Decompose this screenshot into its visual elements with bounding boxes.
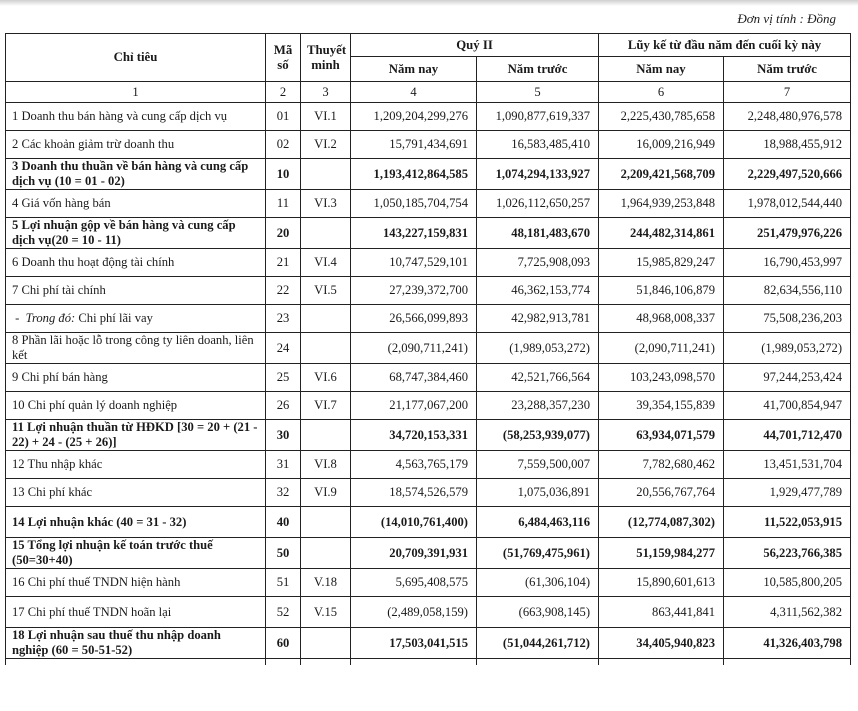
table-row [6,420,851,451]
row-ytd-this-year: 15,985,829,247 [599,249,724,277]
table-row [6,190,851,218]
row-code: 24 [266,333,301,364]
unit-label: Đơn vị tính : Đồng [737,11,836,26]
row-ytd-last-year: (1,989,053,272) [724,333,851,364]
row-ytd-this-year: 103,243,098,570 [599,364,724,392]
row-code: 50 [266,538,301,569]
header-code: Mã số [266,34,301,82]
row-note [301,628,351,659]
row-quarter-last-year: 16,583,485,410 [477,131,599,159]
row-indicator: 8 Phần lãi hoặc lỗ trong công ty liên doanh, liên kết [6,333,266,364]
row-code: 26 [266,392,301,420]
row-ytd-this-year: (2,090,711,241) [599,333,724,364]
row-quarter-last-year: 1,090,877,619,337 [477,103,599,131]
row-indicator: 14 Lợi nhuận khác (40 = 31 - 32) [6,507,266,538]
row-code: 31 [266,451,301,479]
row-quarter-last-year: 42,982,913,781 [477,305,599,333]
row-quarter-this-year: 1,193,412,864,585 [351,159,477,190]
row-quarter-last-year: 1,075,036,891 [477,479,599,507]
header-ytd-group: Lũy kế từ đầu năm đến cuối kỳ này [599,34,851,57]
row-note [301,420,351,451]
table-row [6,507,851,538]
row-note: VI.4 [301,249,351,277]
row-quarter-last-year: (58,253,939,077) [477,420,599,451]
row-ytd-last-year: 16,790,453,997 [724,249,851,277]
row-ytd-this-year: 16,009,216,949 [599,131,724,159]
table-row-cutoff [6,659,851,666]
header-ytd-last-year: Năm trước [724,57,851,82]
table-row [6,159,851,190]
row-ytd-last-year: 13,451,531,704 [724,451,851,479]
column-number-row [6,82,851,103]
row-indicator: 11 Lợi nhuận thuần từ HĐKD [30 = 20 + (21 - 22) + 24 - (25 + 26)] [6,420,266,451]
row-indicator: 7 Chi phí tài chính [6,277,266,305]
cutoff-cell [477,659,599,666]
row-ytd-this-year: 48,968,008,337 [599,305,724,333]
row-quarter-this-year: 18,574,526,579 [351,479,477,507]
row-indicator: 1 Doanh thu bán hàng và cung cấp dịch vụ [6,103,266,131]
row-quarter-this-year: 5,695,408,575 [351,569,477,597]
row-indicator-prefix: - [12,311,26,325]
row-ytd-this-year: 2,225,430,785,658 [599,103,724,131]
row-indicator: 16 Chi phí thuế TNDN hiện hành [6,569,266,597]
row-quarter-this-year: 1,209,204,299,276 [351,103,477,131]
row-indicator-label: Chi phí lãi vay [75,311,153,325]
row-ytd-this-year: (12,774,087,302) [599,507,724,538]
row-quarter-last-year: (663,908,145) [477,597,599,628]
row-note [301,305,351,333]
row-ytd-last-year: 75,508,236,203 [724,305,851,333]
row-note: VI.6 [301,364,351,392]
row-ytd-last-year: 2,229,497,520,666 [724,159,851,190]
row-quarter-this-year: 15,791,434,691 [351,131,477,159]
row-ytd-last-year: 44,701,712,470 [724,420,851,451]
cutoff-cell [6,659,266,666]
row-note [301,159,351,190]
row-note [301,218,351,249]
column-number: 1 [6,82,266,103]
row-code: 01 [266,103,301,131]
row-code: 51 [266,569,301,597]
row-quarter-last-year: 46,362,153,774 [477,277,599,305]
row-quarter-last-year: 42,521,766,564 [477,364,599,392]
row-quarter-this-year: 17,503,041,515 [351,628,477,659]
row-quarter-last-year: 1,074,294,133,927 [477,159,599,190]
row-ytd-this-year: 51,846,106,879 [599,277,724,305]
row-note [301,507,351,538]
row-quarter-last-year: 23,288,357,230 [477,392,599,420]
row-ytd-last-year: 41,700,854,947 [724,392,851,420]
row-ytd-last-year: 56,223,766,385 [724,538,851,569]
row-indicator: 6 Doanh thu hoạt động tài chính [6,249,266,277]
column-number: 5 [477,82,599,103]
header-note: Thuyết minh [301,34,351,82]
header-quarter-last-year: Năm trước [477,57,599,82]
row-code: 25 [266,364,301,392]
row-note: VI.3 [301,190,351,218]
row-code: 23 [266,305,301,333]
row-ytd-last-year: 2,248,480,976,578 [724,103,851,131]
header-ytd-this-year: Năm nay [599,57,724,82]
row-indicator: 9 Chi phí bán hàng [6,364,266,392]
row-ytd-this-year: 51,159,984,277 [599,538,724,569]
row-code: 52 [266,597,301,628]
income-statement-table [5,33,851,665]
row-ytd-this-year: 20,556,767,764 [599,479,724,507]
row-quarter-last-year: 7,559,500,007 [477,451,599,479]
row-quarter-this-year: 27,239,372,700 [351,277,477,305]
row-quarter-last-year: 1,026,112,650,257 [477,190,599,218]
table-row [6,333,851,364]
row-note: VI.8 [301,451,351,479]
row-note: VI.1 [301,103,351,131]
cutoff-cell [724,659,851,666]
row-indicator: 15 Tổng lợi nhuận kế toán trước thuế (50=30+40) [6,538,266,569]
row-quarter-this-year: 20,709,391,931 [351,538,477,569]
column-number: 2 [266,82,301,103]
table-row [6,451,851,479]
row-indicator: 12 Thu nhập khác [6,451,266,479]
row-ytd-this-year: 7,782,680,462 [599,451,724,479]
row-note [301,538,351,569]
row-ytd-this-year: 39,354,155,839 [599,392,724,420]
row-code: 32 [266,479,301,507]
row-note: VI.7 [301,392,351,420]
row-code: 11 [266,190,301,218]
cutoff-cell [599,659,724,666]
cutoff-cell [301,659,351,666]
row-note [301,333,351,364]
header-quarter-group: Quý II [351,34,599,57]
row-ytd-this-year: 15,890,601,613 [599,569,724,597]
header-quarter-this-year: Năm nay [351,57,477,82]
column-number: 4 [351,82,477,103]
row-note: V.15 [301,597,351,628]
row-note: VI.2 [301,131,351,159]
row-ytd-last-year: 18,988,455,912 [724,131,851,159]
row-quarter-this-year: 21,177,067,200 [351,392,477,420]
table-row [6,364,851,392]
row-note: V.18 [301,569,351,597]
row-quarter-this-year: (14,010,761,400) [351,507,477,538]
row-indicator-italic: Trong đó: [25,311,76,325]
cutoff-cell [351,659,477,666]
row-ytd-last-year: 1,929,477,789 [724,479,851,507]
row-ytd-this-year: 244,482,314,861 [599,218,724,249]
row-code: 60 [266,628,301,659]
row-ytd-last-year: 251,479,976,226 [724,218,851,249]
header-indicator: Chỉ tiêu [6,34,266,82]
row-ytd-last-year: 4,311,562,382 [724,597,851,628]
row-quarter-this-year: 10,747,529,101 [351,249,477,277]
cutoff-cell [266,659,301,666]
table-row [6,392,851,420]
row-code: 40 [266,507,301,538]
top-shadow [0,0,858,6]
row-indicator: 4 Giá vốn hàng bán [6,190,266,218]
row-quarter-last-year: 48,181,483,670 [477,218,599,249]
row-ytd-this-year: 34,405,940,823 [599,628,724,659]
row-indicator: 5 Lợi nhuận gộp về bán hàng và cung cấp dịch vụ(20 = 10 - 11) [6,218,266,249]
row-indicator: 18 Lợi nhuận sau thuế thu nhập doanh nghiệp (60 = 50-51-52) [6,628,266,659]
row-indicator: 3 Doanh thu thuần về bán hàng và cung cấp dịch vụ (10 = 01 - 02) [6,159,266,190]
row-note: VI.9 [301,479,351,507]
row-quarter-last-year: (51,044,261,712) [477,628,599,659]
row-ytd-last-year: 97,244,253,424 [724,364,851,392]
table-row [6,569,851,597]
row-quarter-this-year: 34,720,153,331 [351,420,477,451]
row-quarter-this-year: 26,566,099,893 [351,305,477,333]
row-quarter-last-year: 7,725,908,093 [477,249,599,277]
row-quarter-this-year: (2,489,058,159) [351,597,477,628]
table-row [6,218,851,249]
row-quarter-this-year: 143,227,159,831 [351,218,477,249]
row-quarter-this-year: 1,050,185,704,754 [351,190,477,218]
row-quarter-last-year: (51,769,475,961) [477,538,599,569]
table-row [6,538,851,569]
column-number: 7 [724,82,851,103]
row-quarter-this-year: 4,563,765,179 [351,451,477,479]
row-code: 22 [266,277,301,305]
row-ytd-this-year: 63,934,071,579 [599,420,724,451]
table-row [6,277,851,305]
row-indicator: 10 Chi phí quản lý doanh nghiệp [6,392,266,420]
column-number: 6 [599,82,724,103]
row-quarter-last-year: (1,989,053,272) [477,333,599,364]
row-code: 02 [266,131,301,159]
row-ytd-last-year: 10,585,800,205 [724,569,851,597]
table-row [6,479,851,507]
row-code: 30 [266,420,301,451]
row-ytd-last-year: 1,978,012,544,440 [724,190,851,218]
row-indicator: 2 Các khoản giảm trừ doanh thu [6,131,266,159]
table-body [6,103,851,666]
row-quarter-last-year: (61,306,104) [477,569,599,597]
row-indicator: 13 Chi phí khác [6,479,266,507]
row-quarter-this-year: 68,747,384,460 [351,364,477,392]
table-row [6,249,851,277]
table-row [6,103,851,131]
row-ytd-this-year: 1,964,939,253,848 [599,190,724,218]
row-ytd-last-year: 82,634,556,110 [724,277,851,305]
row-indicator: 17 Chi phí thuế TNDN hoãn lại [6,597,266,628]
row-indicator [6,305,266,333]
row-ytd-this-year: 863,441,841 [599,597,724,628]
table-row [6,131,851,159]
row-ytd-last-year: 11,522,053,915 [724,507,851,538]
row-code: 21 [266,249,301,277]
table-row [6,305,851,333]
row-ytd-this-year: 2,209,421,568,709 [599,159,724,190]
row-ytd-last-year: 41,326,403,798 [724,628,851,659]
row-code: 20 [266,218,301,249]
row-code: 10 [266,159,301,190]
table-row [6,628,851,659]
row-quarter-this-year: (2,090,711,241) [351,333,477,364]
row-note: VI.5 [301,277,351,305]
column-number: 3 [301,82,351,103]
row-quarter-last-year: 6,484,463,116 [477,507,599,538]
table-row [6,597,851,628]
